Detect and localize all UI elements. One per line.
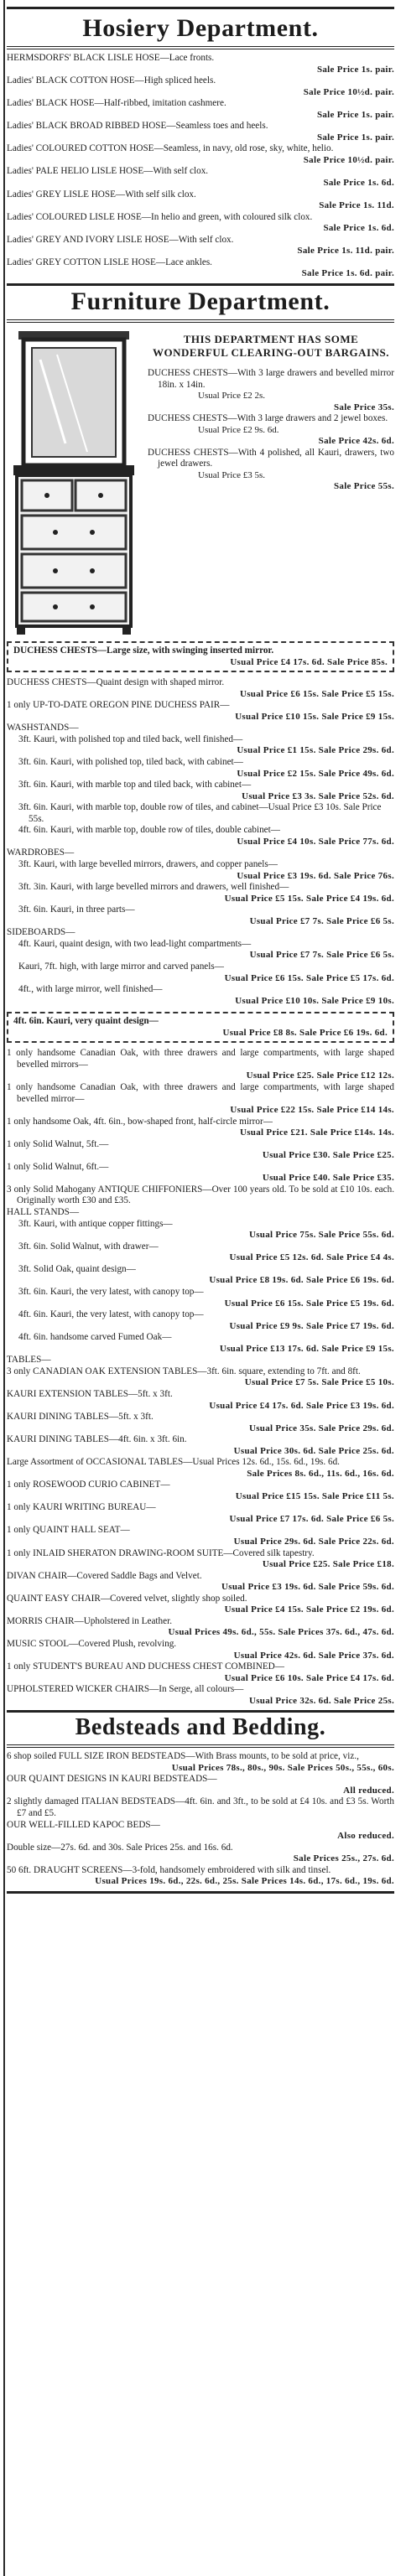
item-text: KAURI EXTENSION TABLES—5ft. x 3ft. [7, 1388, 173, 1399]
item-price: Sale Price 1s. 11d. pair. [297, 246, 394, 257]
item-text: MUSIC STOOL—Covered Plush, revolving. [7, 1638, 177, 1649]
item-price: Usual Price £9 9s. Sale Price £7 19s. 6d. [229, 1320, 394, 1331]
item-price: Usual Price 42s. 6d. Sale Price 37s. 6d. [233, 1650, 394, 1661]
item-price: Sale Price 1s. 6d. [323, 178, 394, 189]
item-price: Usual Price £13 17s. 6d. Sale Price £9 15s. [219, 1343, 394, 1354]
item-text: DUCHESS CHESTS—Quaint design with shaped mirror. [7, 677, 225, 688]
item-text: 3ft. 6in. Kauri, with marble top, double row of tiles, and cabinet—Usual Price £3 10s. Sale Price 55s. [18, 802, 382, 824]
item-text: Ladies' BLACK HOSE—Half-ribbed, imitation cashmere. [7, 98, 226, 109]
item-price: Usual Price £5 15s. Sale Price £4 19s. 6d. [224, 893, 394, 904]
item-price: Usual Price 32s. 6d. Sale Price 25s. [248, 1695, 394, 1706]
item-price: Usual Price £21. Sale Price £14s. 14s. [239, 1127, 394, 1138]
item-text: 4ft. Kauri, quaint design, with two lead-light compartments— [18, 938, 252, 949]
boxed2-item-price: Usual Price £8 8s. Sale Price £6 19s. 6d. [222, 1027, 388, 1038]
top-rule [7, 7, 394, 9]
advertisement-column [7, 3, 394, 2570]
item-text: 1 only Solid Walnut, 6ft.— [7, 1161, 109, 1172]
item-text: 3 only Solid Mahogany ANTIQUE CHIFFONIERS—Over 100 years old. To be sold at £10 10s. each. Originally worth £30 and £35. [7, 1184, 394, 1206]
hosiery-list [7, 53, 394, 280]
item-price: Sale Price 1s. pair. [316, 109, 394, 120]
item-text: Ladies' PALE HELIO LISLE HOSE—With self clox. [7, 166, 209, 177]
sideboard-box [7, 1012, 394, 1043]
item-text: Kauri, 7ft. high, with large mirror and carved panels— [18, 961, 224, 972]
item-price: Sale Price 1s. pair. [316, 132, 394, 143]
item-text: HERMSDORFS' BLACK LISLE HOSE—Lace fronts. [7, 53, 215, 63]
item-price: Sale Prices 8s. 6d., 11s. 6d., 16s. 6d. [247, 1468, 394, 1479]
item-text: 1 only KAURI WRITING BUREAU— [7, 1502, 156, 1513]
item-price: Usual Price 75s. Sale Price 55s. 6d. [248, 1230, 394, 1241]
item-text: Ladies' GREY COTTON LISLE HOSE—Lace ankles. [7, 257, 212, 267]
hosiery-heading: Hosiery Department. [82, 14, 319, 42]
item-text: Ladies' GREY LISLE HOSE—With self silk clox. [7, 189, 196, 200]
item-price: Usual Price £6 15s. Sale Price £5 19s. 6d. [224, 1298, 394, 1309]
item-text: DUCHESS CHESTS—With 4 polished, all Kauri, drawers, two jewel drawers. [148, 447, 394, 469]
left-column-rule [3, 0, 5, 2576]
duchess-chest-illustration [7, 326, 141, 636]
furniture-feature [7, 326, 394, 636]
item-price: Usual Prices 49s. 6d., 55s. Sale Prices 37s. 6d., 47s. 6d. [168, 1627, 394, 1638]
item-text: Ladies' COLOURED COTTON HOSE—Seamless, in navy, old rose, sky, white, helio. [7, 143, 334, 154]
item-price: Usual Price £22 15s. Sale Price £14 14s. [230, 1105, 394, 1116]
section-divider-1 [7, 283, 394, 286]
item-price: Sale Price 1s. 6d. [323, 223, 394, 234]
item-text: SIDEBOARDS— [7, 927, 75, 938]
item-text: Ladies' BLACK BROAD RIBBED HOSE—Seamless toes and heels. [7, 121, 268, 132]
item-text: Double size—27s. 6d. and 30s. Sale Prices 25s. and 16s. 6d. [7, 1842, 233, 1853]
item-text: WASHSTANDS— [7, 723, 79, 733]
item-text: 3ft. 6in. Kauri, the very latest, with canopy top— [18, 1286, 204, 1297]
item-text: 4ft. 6in. Kauri, the very latest, with canopy top— [18, 1309, 204, 1320]
item-text: 3ft. Kauri, with polished top and tiled back, well finished— [18, 733, 243, 744]
item-price: Sale Price 42s. 6d. [318, 436, 394, 447]
item-text: OUR WELL-FILLED KAPOC BEDS— [7, 1819, 160, 1830]
item-text: UPHOLSTERED WICKER CHAIRS—In Serge, all colours— [7, 1684, 244, 1695]
item-text: 1 only STUDENT'S BUREAU AND DUCHESS CHEST COMBINED— [7, 1661, 284, 1672]
item-price: Usual Price £6 15s. Sale Price £5 17s. 6d. [224, 972, 394, 983]
item-price: Usual Prices 78s., 80s., 90s. Sale Prices 50s., 55s., 60s. [171, 1762, 394, 1773]
item-text: Ladies' COLOURED LISLE HOSE—In helio and green, with coloured silk clox. [7, 211, 313, 222]
bedsteads-rule [7, 1744, 394, 1748]
item-text: MORRIS CHAIR—Upholstered in Leather. [7, 1615, 173, 1626]
item-price: Usual Price £15 15s. Sale Price £11 5s. [235, 1490, 394, 1501]
item-text: 1 only handsome Canadian Oak, with three drawers and large compartments, with large shaped bevelled mirror— [7, 1081, 394, 1104]
item-price: Usual Price £6 10s. Sale Price £4 17s. 6d. [224, 1672, 394, 1683]
item-price: Sale Price 55s. [333, 481, 394, 492]
item-text: HALL STANDS— [7, 1207, 80, 1218]
furniture-intro: THIS DEPARTMENT HAS SOME WONDERFUL CLEARING-OUT BARGAINS. [153, 332, 389, 359]
furniture-heading: Furniture Department. [70, 287, 331, 315]
item-price: Usual Prices 19s. 6d., 22s. 6d., 25s. Sale Prices 14s. 6d., 17s. 6d., 19s. 6d. [95, 1876, 394, 1887]
item-text: 3ft. Kauri, with antique copper fittings— [18, 1218, 173, 1229]
item-price: Usual Price £3 19s. 6d. Sale Price 76s. [237, 870, 394, 881]
item-price: Sale Price 10½d. pair. [303, 86, 394, 97]
item-price: Also reduced. [337, 1831, 394, 1842]
item-price: Sale Price 1s. 6d. pair. [301, 268, 394, 279]
item-text: 3 only CANADIAN OAK EXTENSION TABLES—3ft. 6in. square, extending to 7ft. and 8ft. [7, 1366, 361, 1376]
boxed-item-price: Usual Price £4 17s. 6d. Sale Price 85s. [230, 656, 388, 667]
bottom-rule [7, 1891, 394, 1894]
item-price: Usual Price £30. Sale Price £25. [262, 1150, 394, 1161]
item-text: 3ft. 3in. Kauri, with large bevelled mirrors and drawers, well finished— [18, 882, 289, 893]
item-price: Sale Price 10½d. pair. [303, 154, 394, 165]
item-price: Usual Price £25. Sale Price £18. [262, 1559, 394, 1570]
bedsteads-heading: Bedsteads and Bedding. [75, 1714, 326, 1741]
item-price: Usual Price 35s. Sale Price 29s. 6d. [248, 1423, 394, 1433]
item-text: 1 only Solid Walnut, 5ft.— [7, 1138, 109, 1149]
furniture-rule [7, 319, 394, 323]
furniture-feature-text [148, 326, 394, 636]
item-text: 50 6ft. DRAUGHT SCREENS—3-fold, handsomely embroidered with silk and tinsel. [7, 1864, 331, 1875]
item-price: Usual Price £25. Sale Price £12 12s. [246, 1070, 394, 1081]
item-price: Usual Price 29s. 6d. Sale Price 22s. 6d. [233, 1537, 394, 1547]
item-price: All reduced. [343, 1785, 394, 1796]
item-price: Usual Price £10 10s. Sale Price £9 10s. [235, 995, 394, 1006]
furniture-list-2 [7, 1048, 394, 1707]
item-text: 4ft., with large mirror, well finished— [18, 984, 163, 995]
item-price: Usual Price £40. Sale Price £35. [262, 1173, 394, 1184]
item-text: 3ft. 6in. Kauri, with marble top and tiled back, with cabinet— [18, 780, 252, 790]
item-text: 1 only handsome Canadian Oak, with three drawers and large compartments, with large shaped bevelled mirrors— [7, 1048, 394, 1070]
boxed2-item-text: 4ft. 6in. Kauri, very quaint design— [13, 1016, 159, 1027]
item-price: Usual Price £1 15s. Sale Price 29s. 6d. [237, 745, 394, 756]
item-text: 1 only INLAID SHERATON DRAWING-ROOM SUITE—Covered silk tapestry. [7, 1547, 315, 1558]
item-text: 3ft. 6in. Solid Walnut, with drawer— [18, 1241, 159, 1252]
item-price: Usual Price £7 17s. 6d. Sale Price £6 5s. [229, 1513, 394, 1524]
item-text: 3ft. 6in. Kauri, in three parts— [18, 904, 135, 915]
item-usual-price: Usual Price £2 2s. [198, 391, 266, 402]
item-price: Sale Price 1s. 11d. [319, 200, 394, 211]
item-text: 2 slightly damaged ITALIAN BEDSTEADS—4ft. 6in. and 3ft., to be sold at £4 10s. and £3 5s. Worth £7 and £5. [7, 1796, 394, 1818]
item-text: Large Assortment of OCCASIONAL TABLES—Usual Prices 12s. 6d., 15s. 6d., 19s. 6d. [7, 1457, 340, 1468]
bedsteads-list [7, 1751, 394, 1888]
item-price: Sale Price 1s. pair. [316, 64, 394, 75]
item-price: Usual Price £7 5s. Sale Price £5 10s. [244, 1377, 394, 1388]
item-price: Usual Price £3 3s. Sale Price 52s. 6d. [242, 790, 394, 801]
item-price: Usual Price 30s. 6d. Sale Price 25s. 6d. [233, 1445, 394, 1456]
item-text: KAURI DINING TABLES—4ft. 6in. x 3ft. 6in. [7, 1434, 187, 1445]
item-text: WARDROBES— [7, 847, 75, 858]
item-text: OUR QUAINT DESIGNS IN KAURI BEDSTEADS— [7, 1774, 217, 1785]
item-usual-price: Usual Price £2 9s. 6d. [198, 424, 279, 435]
item-text: 6 shop soiled FULL SIZE IRON BEDSTEADS—With Brass mounts, to be sold at price, viz., [7, 1751, 359, 1762]
item-text: 1 only handsome Oak, 4ft. 6in., bow-shaped front, half-circle mirror— [7, 1116, 273, 1127]
duchess-large-box [7, 641, 394, 672]
item-text: DUCHESS CHESTS—With 3 large drawers and 2 jewel boxes. [148, 413, 388, 424]
item-price: Usual Price £10 15s. Sale Price £9 15s. [235, 711, 394, 722]
item-text: DIVAN CHAIR—Covered Saddle Bags and Velvet. [7, 1570, 202, 1581]
item-price: Usual Price £7 7s. Sale Price £6 5s. [249, 950, 394, 961]
item-text: Ladies' GREY AND IVORY LISLE HOSE—With self clox. [7, 234, 234, 245]
item-text: 1 only UP-TO-DATE OREGON PINE DUCHESS PAIR— [7, 700, 230, 711]
item-price: Usual Price £4 17s. 6d. Sale Price £3 19s. 6d. [209, 1400, 394, 1411]
item-text: TABLES— [7, 1355, 51, 1366]
hosiery-rule [7, 46, 394, 49]
item-text: KAURI DINING TABLES—5ft. x 3ft. [7, 1412, 154, 1422]
section-divider-2 [7, 1710, 394, 1713]
item-text: 4ft. 6in. Kauri, with marble top, double row of tiles, double cabinet— [18, 825, 280, 836]
item-text: DUCHESS CHESTS—With 3 large drawers and bevelled mirror 18in. x 14in. [148, 367, 394, 390]
item-text: 4ft. 6in. handsome carved Fumed Oak— [18, 1332, 172, 1343]
item-price: Usual Price £4 10s. Sale Price 77s. 6d. [237, 836, 394, 847]
item-text: QUAINT EASY CHAIR—Covered velvet, slightly shop soiled. [7, 1593, 247, 1604]
furniture-list [7, 677, 394, 1007]
item-text: 3ft. Solid Oak, quaint design— [18, 1263, 136, 1274]
item-price: Usual Price £4 15s. Sale Price £2 19s. 6d. [224, 1604, 394, 1615]
item-price: Usual Price £6 15s. Sale Price £5 15s. [239, 688, 394, 699]
boxed-item-text: DUCHESS CHESTS—Large size, with swinging inserted mirror. [13, 645, 274, 656]
item-text: 1 only QUAINT HALL SEAT— [7, 1525, 130, 1536]
item-usual-price: Usual Price £3 5s. [198, 469, 266, 480]
item-text: 3ft. Kauri, with large bevelled mirrors, drawers, and copper panels— [18, 858, 278, 869]
item-price: Sale Prices 25s., 27s. 6d. [293, 1853, 394, 1864]
item-price: Sale Price 35s. [333, 402, 394, 412]
side-items [148, 368, 394, 493]
item-price: Usual Price £7 7s. Sale Price £6 5s. [249, 915, 394, 926]
item-price: Usual Price £3 19s. 6d. Sale Price 59s. 6d. [221, 1582, 394, 1593]
item-text: 3ft. 6in. Kauri, with polished top, tiled back, with cabinet— [18, 756, 243, 767]
item-price: Usual Price £2 15s. Sale Price 49s. 6d. [237, 768, 394, 779]
item-text: Ladies' BLACK COTTON HOSE—High spliced heels. [7, 75, 216, 86]
item-price: Usual Price £5 12s. 6d. Sale Price £4 4s. [229, 1252, 394, 1263]
item-text: 1 only ROSEWOOD CURIO CABINET— [7, 1480, 170, 1490]
item-price: Usual Price £8 19s. 6d. Sale Price £6 19s. 6d. [209, 1275, 394, 1286]
